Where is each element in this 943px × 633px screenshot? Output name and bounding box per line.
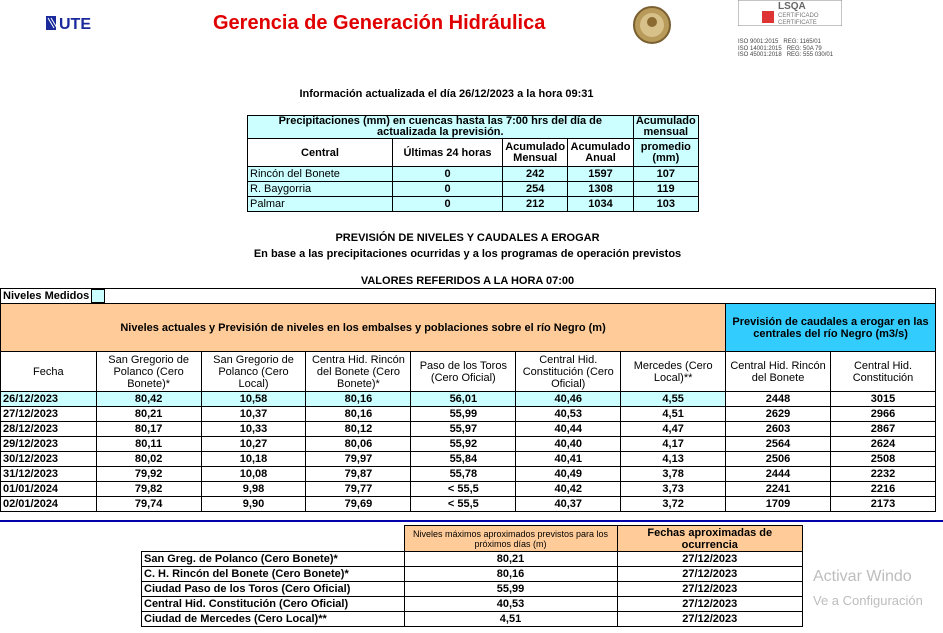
prevision-title: PREVISIÓN DE NIVELES Y CAUDALES A EROGAR — [335, 232, 600, 244]
table-row: C. H. Rincón del Bonete (Cero Bonete)* 80,16 27/12/2023 — [142, 567, 803, 582]
table-row: 26/12/2023 80,42 10,58 80,16 56,01 40,46 4,55 2448 3015 — [1, 392, 936, 407]
table-row: San Greg. de Polanco (Cero Bonete)* 80,21 27/12/2023 — [142, 552, 803, 567]
col-nivel-max: Niveles máximos aproximados previstos para los próximos días (m) — [404, 526, 617, 552]
col-fecha-ocurrencia: Fechas aproximadas de ocurrencia — [617, 526, 803, 552]
col-promedio: promedio (mm) — [633, 139, 698, 167]
col-24h: Últimas 24 horas — [393, 139, 503, 167]
levels-table: Niveles Medidos Niveles actuales y Previsión de niveles en los embalses y poblaciones sobre el río Negro (m) Previsión de caudales a erogar en las centrales del río Negro (m3/s) Fecha San Gregorio de Polanco (Cero Bonete)* San Gregorio de Polanco (Cero Local) Centra Hid. Rincón del Bonete (Cero Bonete)* Paso de los Toros (Cero Oficial) Central Hid. Constitución (Cero Oficial) Mercedes (Cero Local)** Central Hid. Rincón del Bonete Central Hid. Constitución 26/12/2023 80,42 10,58 80,16 56,01 40,46 4,55 2448 3015 27/12/2023 80,21 10,37 80,16 55,99 40,53 4,51 2629 2966 28/12/2023 80,17 10,33 80,12 55,97 40,44 4,47 2603 2867 29/12/2023 80,11 10,27 80,06 55,92 40,40 4,17 2564 2624 30/12/2023 80,02 10,18 79,97 55,84 40,41 4,13 2506 2508 31/12/2023 79,92 10,08 79,87 55,78 40,49 3,78 2444 2232 01/01/2024 79,82 9,98 79,77 < 55,5 40,42 3,73 2241 2216 02/01/2024 79,74 9,90 79,69 < 55,5 40,37 3,72 1709 2173 — [0, 288, 936, 512]
max-levels-table — [141, 525, 803, 627]
table-row: Central Hid. Constitución (Cero Oficial) 40,53 27/12/2023 — [142, 597, 803, 612]
table-row: Ciudad Paso de los Toros (Cero Oficial) 55,99 27/12/2023 — [142, 582, 803, 597]
col-acum-anual: Acumulado Anual — [568, 139, 633, 167]
table-row: 31/12/2023 79,92 10,08 79,87 55,78 40,49 3,78 2444 2232 — [1, 467, 936, 482]
levels-group-header: Niveles actuales y Previsión de niveles en los embalses y poblaciones sobre el río Negro (m) — [1, 304, 726, 352]
valores-referidos: VALORES REFERIDOS A LA HORA 07:00 — [360, 275, 575, 287]
logo-text: UTE — [59, 16, 91, 32]
acum-mensual-header: Acumulado mensual — [633, 116, 698, 139]
cert-list: ISO 9001:2015 REG: 1165/01 ISO 14001:2015 REG: 50A 79 ISO 45001:2018 REG: 555 030/01 — [738, 39, 834, 58]
col-fecha: Fecha — [1, 352, 97, 392]
lsqa-text: LSQA — [778, 1, 806, 12]
update-info: Información actualizada el día 26/12/2023 a la hora 09:31 — [299, 88, 594, 100]
flows-group-header: Previsión de caudales a erogar en las centrales del río Negro (m3/s) — [726, 304, 936, 352]
table-row: 02/01/2024 79,74 9,90 79,69 < 55,5 40,37 3,72 1709 2173 — [1, 497, 936, 512]
precip-table — [247, 115, 699, 212]
col-central: Central — [248, 139, 393, 167]
prevision-subtitle: En base a las precipitaciones ocurridas y a los programas de operación previstos — [253, 248, 682, 260]
cert-sub2: CERTIFICATE — [778, 20, 817, 26]
page-title: Gerencia de Generación Hidráulica — [213, 12, 546, 34]
table-row: Ciudad de Mercedes (Cero Local)** 4,51 27/12/2023 — [142, 612, 803, 627]
table-row: 27/12/2023 80,21 10,37 80,16 55,99 40,53 4,51 2629 2966 — [1, 407, 936, 422]
divider — [0, 520, 943, 522]
windows-activation-link[interactable]: Ve a Configuración — [813, 593, 923, 608]
lsqa-cert-logo — [738, 0, 842, 26]
table-row: 01/01/2024 79,82 9,98 79,77 < 55,5 40,42 3,73 2241 2216 — [1, 482, 936, 497]
legend-swatch — [91, 289, 105, 303]
cert-sub1: CERTIFICADO — [778, 13, 819, 19]
table-row: 30/12/2023 80,02 10,18 79,97 55,84 40,41 4,13 2506 2508 — [1, 452, 936, 467]
ute-logo — [46, 14, 120, 32]
table-row: 28/12/2023 80,17 10,33 80,12 55,97 40,44 4,47 2603 2867 — [1, 422, 936, 437]
table-row: R. Baygorria 0 254 1308 119 — [248, 182, 699, 197]
niveles-medidos-legend: Niveles Medidos — [1, 289, 936, 304]
precip-title: Precipitaciones (mm) en cuencas hasta las 7:00 hrs del día de actualizada la previsión. — [248, 116, 634, 139]
windows-activation-watermark: Activar Windo — [813, 568, 912, 585]
table-row: Palmar 0 212 1034 103 — [248, 197, 699, 212]
col-acum-mensual: Acumulado Mensual — [503, 139, 568, 167]
table-row: 29/12/2023 80,11 10,27 80,06 55,92 40,40 4,17 2564 2624 — [1, 437, 936, 452]
seal-icon — [632, 5, 672, 45]
table-row: Rincón del Bonete 0 242 1597 107 — [248, 167, 699, 182]
